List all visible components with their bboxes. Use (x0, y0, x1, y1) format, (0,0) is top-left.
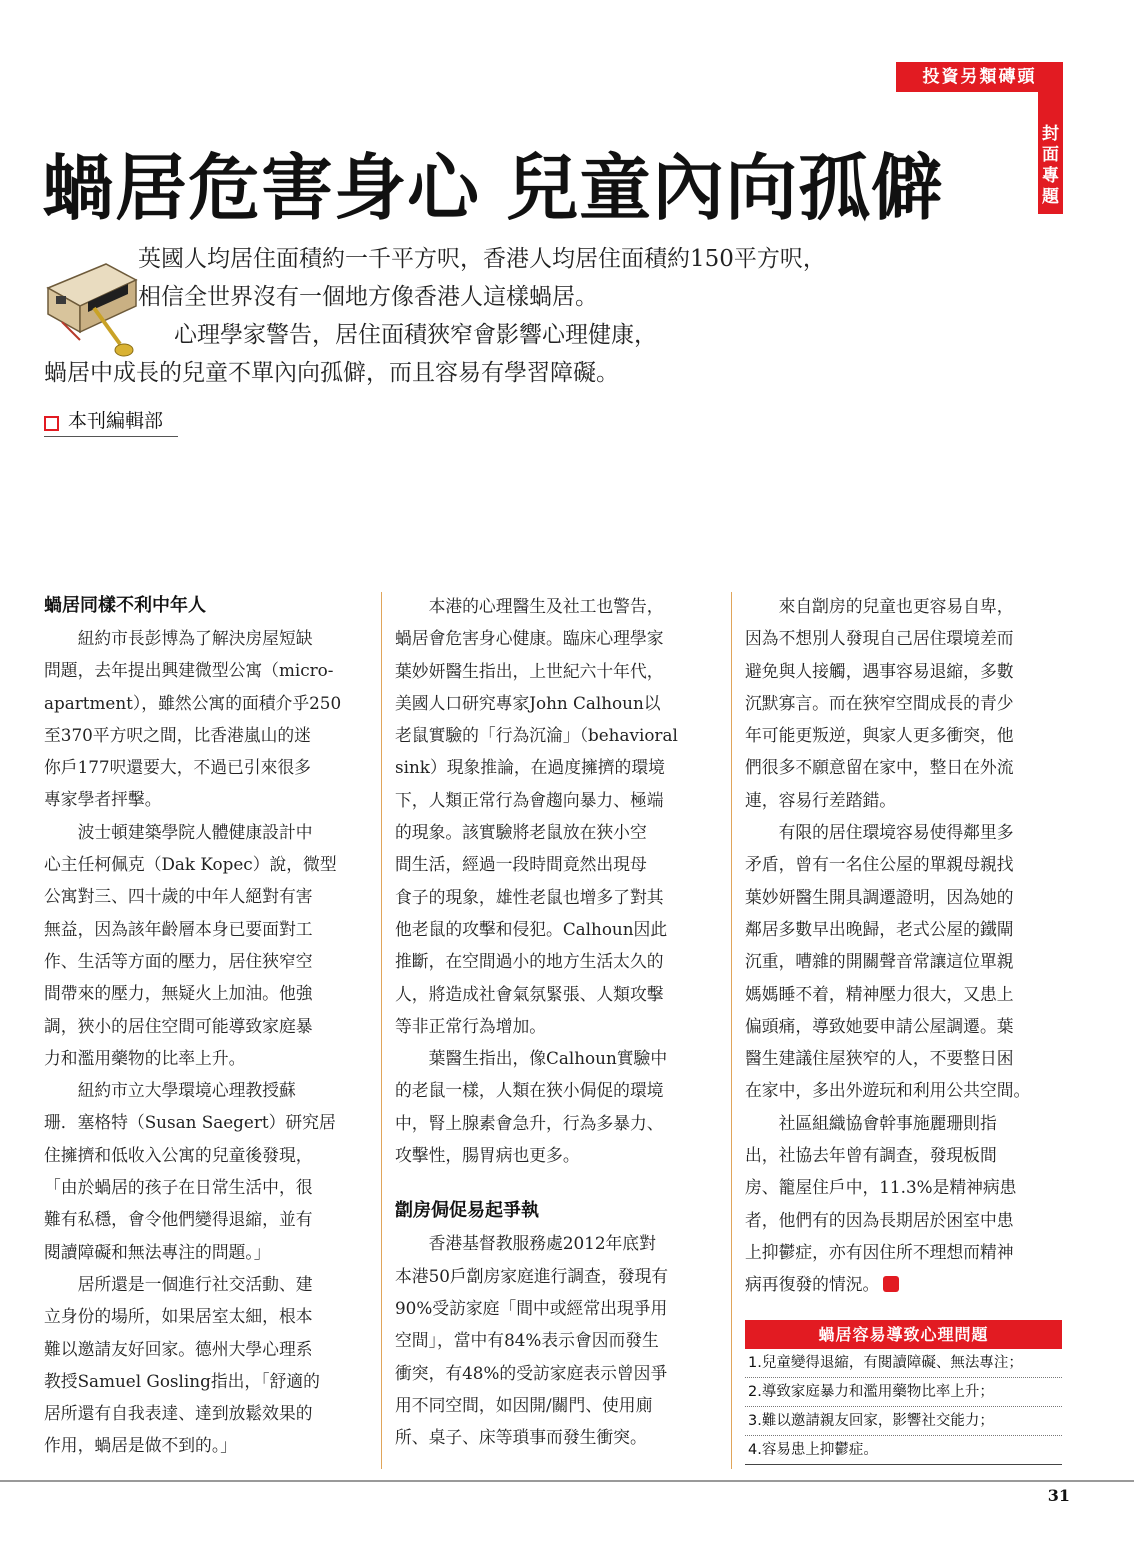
body-text-line: 葉妙妍醫生指出，上世紀六十年代， (395, 660, 664, 681)
body-text-line: 教授Samuel Gosling指出，「舒適的 (44, 1370, 320, 1391)
body-text-line: 推斷，在空間過小的地方生活太久的 (395, 951, 664, 972)
body-text-line: 們很多不願意留在家中，整日在外流 (745, 757, 1014, 778)
sidebar-item: 3.難以邀請親友回家，影響社交能力； (745, 1407, 1062, 1436)
body-text-line: 閱讀障礙和無法專注的問題。」 (44, 1241, 271, 1262)
column-divider (381, 592, 382, 1469)
body-text-line: 作用，蝸居是做不到的。」 (44, 1435, 237, 1456)
body-text-line: 公寓對三、四十歲的中年人絕對有害 (44, 886, 313, 907)
body-text-line: 你戶177呎還要大，不過已引來很多 (44, 757, 311, 778)
body-text-line: 至370平方呎之間，比香港嵐山的迷 (44, 724, 311, 745)
article-column-3 (745, 590, 1062, 1301)
body-text-line: 空間」，當中有84%表示會因而發生 (395, 1330, 659, 1351)
body-text-line: 波士頓建築學院人體健康設計中 (44, 821, 313, 842)
body-text-line: 紐約市立大學環境心理教授蘇 (44, 1080, 296, 1101)
body-text-line: 心主任柯佩克（Dak Kopec）說，微型 (44, 854, 337, 875)
sidebar-item: 1.兒童變得退縮，有閱讀障礙、無法專注； (745, 1349, 1062, 1378)
body-text-line: 偏頭痛，導致她要申請公屋調遷。葉 (745, 1015, 1014, 1036)
body-text-line: 住擁擠和低收入公寓的兒童後發現， (44, 1144, 313, 1165)
sidebar-item: 4.容易患上抑鬱症。 (745, 1436, 1062, 1465)
body-text-line: 避免與人接觸，遇事容易退縮，多數 (745, 660, 1014, 681)
section-tag: 投資另類磚頭 (896, 62, 1063, 92)
body-text-line: 專家學者抨擊。 (44, 789, 162, 810)
body-text-line: sink）現象推論，在過度擁擠的環境 (395, 757, 665, 778)
page-number: 31 (1047, 1486, 1070, 1505)
body-text-line: 美國人口研究專家John Calhoun以 (395, 692, 661, 713)
body-text-line: 鄰居多數早出晚歸，老式公屋的鐵閘 (745, 918, 1014, 939)
body-text-line: 下，人類正常行為會趨向暴力、極端 (395, 789, 664, 810)
section-heading: 劏房侷促易起爭執 (395, 1200, 539, 1222)
byline (44, 410, 178, 437)
article-column-2 (395, 590, 715, 1453)
body-text-line: 上抑鬱症，亦有因住所不理想而精神 (745, 1241, 1014, 1262)
body-text-line: 者，他們有的因為長期居於困室中患 (745, 1209, 1014, 1230)
body-text-line: 紐約市長彭博為了解決房屋短缺 (44, 628, 313, 648)
section-heading: 蝸居同樣不利中年人 (44, 595, 206, 616)
body-text-line: 媽媽睡不着，精神壓力很大，又患上 (745, 983, 1014, 1004)
intro-line: 蝸居中成長的兒童不單內向孤僻，而且容易有學習障礙。 (44, 360, 619, 386)
body-text-line: 連，容易行差踏錯。 (745, 789, 897, 810)
body-text-line: 問題，去年提出興建微型公寓（micro- (44, 660, 334, 681)
body-text-line: 居所還是一個進行社交活動、建 (44, 1273, 313, 1294)
body-text-line: 年可能更叛逆，與家人更多衝突，他 (745, 725, 1014, 746)
footer-rule (0, 1480, 1134, 1482)
body-text-line: 有限的居住環境容易使得鄰里多 (745, 822, 1014, 843)
column-divider (731, 592, 732, 1469)
intro-line: 英國人均居住面積約一千平方呎，香港人均居住面積約150平方呎， (138, 246, 826, 272)
body-text-line: 本港50戶劏房家庭進行調查，發現有 (395, 1265, 669, 1286)
headline: 蝸居危害身心 兒童內向孤僻 (42, 146, 945, 230)
sidebar-box (745, 1320, 1062, 1465)
end-mark-icon (883, 1276, 899, 1292)
body-text-line: 因為不想別人發現自己居住環境差而 (745, 628, 1014, 649)
body-text-line: 衝突，有48%的受訪家庭表示曾因爭 (395, 1362, 668, 1383)
intro-line: 心理學家警告，居住面積狹窄會影響心理健康， (174, 322, 657, 348)
body-text-line: 食子的現象，雄性老鼠也增多了對其 (395, 886, 664, 907)
body-text-line: 醫生建議住屋狹窄的人，不要整日困 (745, 1048, 1014, 1069)
body-text-line: 力和濫用藥物的比率上升。 (44, 1047, 246, 1068)
body-text-line: 葉醫生指出，像Calhoun實驗中 (395, 1048, 668, 1069)
body-text-line: apartment），雖然公寓的面積介乎250 (44, 692, 342, 713)
body-text-line: 間帶來的壓力，無疑火上加油。他強 (44, 983, 313, 1004)
body-text-line: 調，狹小的居住空間可能導致家庭暴 (44, 1015, 313, 1036)
body-text-line: 來自劏房的兒童也更容易自卑， (745, 596, 1014, 616)
body-text-line: 在家中，多出外遊玩和利用公共空間。 (745, 1080, 1031, 1101)
body-text-line: 中，腎上腺素會急升，行為多暴力、 (395, 1112, 664, 1133)
body-text-line: 葉妙妍醫生開具調遷證明，因為她的 (745, 886, 1014, 907)
house-model-illustration (44, 250, 144, 370)
body-text-line: 沉重，嘈雜的開關聲音常讓這位單親 (745, 951, 1014, 972)
body-text-line: 矛盾，曾有一名住公屋的單親母親找 (745, 854, 1014, 875)
body-text-line: 居所還有自我表達、達到放鬆效果的 (44, 1403, 313, 1424)
body-text-line: 的現象。該實驗將老鼠放在狹小空 (395, 822, 647, 843)
body-text-line: 的老鼠一樣，人類在狹小侷促的環境 (395, 1080, 664, 1101)
body-text-line: 社區組織協會幹事施麗珊則指 (745, 1112, 997, 1133)
body-text-line: 出，社協去年曾有調查，發現板間 (745, 1145, 997, 1166)
column-body (44, 622, 364, 1462)
byline-text: 本刊編輯部 (68, 410, 164, 432)
body-text-line: 沉默寡言。而在狹窄空間成長的青少 (745, 692, 1014, 713)
body-text-line: 90%受訪家庭「間中或經常出現爭用 (395, 1297, 668, 1318)
body-text-line: 蝸居會危害身心健康。臨床心理學家 (395, 628, 664, 649)
body-text-line: 人，將造成社會氣氛緊張、人類攻擊 (395, 983, 664, 1004)
body-text-line: 等非正常行為增加。 (395, 1015, 547, 1036)
body-text-line: 香港基督教服務處2012年底對 (395, 1233, 656, 1254)
byline-box-icon (44, 416, 59, 431)
column-body (395, 590, 715, 1171)
article-column-1 (44, 590, 364, 1462)
body-text-line: 難以邀請友好回家。德州大學心理系 (44, 1338, 313, 1359)
intro-line: 相信全世界沒有一個地方像香港人這樣蝸居。 (138, 284, 598, 310)
body-text-line: 珊．塞格特（Susan Saegert）研究居 (44, 1112, 336, 1133)
column-body (745, 590, 1062, 1301)
body-text-line: 間生活，經過一段時間竟然出現母 (395, 854, 647, 875)
body-text-line: 房、籠屋住戶中，11.3%是精神病患 (745, 1177, 1017, 1198)
body-text-line: 用不同空間，如因開/關門、使用廁 (395, 1394, 653, 1415)
body-text-line: 無益，因為該年齡層本身已要面對工 (44, 918, 313, 939)
sidebar-item: 2.導致家庭暴力和濫用藥物比率上升； (745, 1378, 1062, 1407)
body-text-line: 難有私穩，會令他們變得退縮，並有 (44, 1209, 313, 1230)
body-text-line: 本港的心理醫生及社工也警告， (395, 596, 664, 616)
body-text-line: 立身份的場所，如果居室太細，根本 (44, 1306, 313, 1327)
sidebar-title: 蝸居容易導致心理問題 (745, 1320, 1062, 1349)
body-text-line: 他老鼠的攻擊和侵犯。Calhoun因此 (395, 918, 668, 939)
side-tag: 封面專題 (1042, 124, 1059, 207)
body-text-line: 攻擊性，腸胃病也更多。 (395, 1145, 580, 1166)
body-text-line: 「由於蝸居的孩子在日常生活中，很 (44, 1177, 313, 1198)
column-body (395, 1227, 715, 1453)
body-text-line: 老鼠實驗的「行為沉淪」（behavioral (395, 725, 678, 746)
body-text-line: 所、桌子、床等瑣事而發生衝突。 (395, 1427, 647, 1448)
body-text-line: 作、生活等方面的壓力，居住狹窄空 (44, 950, 313, 971)
body-text-line: 病再復發的情況。 (745, 1268, 1062, 1300)
